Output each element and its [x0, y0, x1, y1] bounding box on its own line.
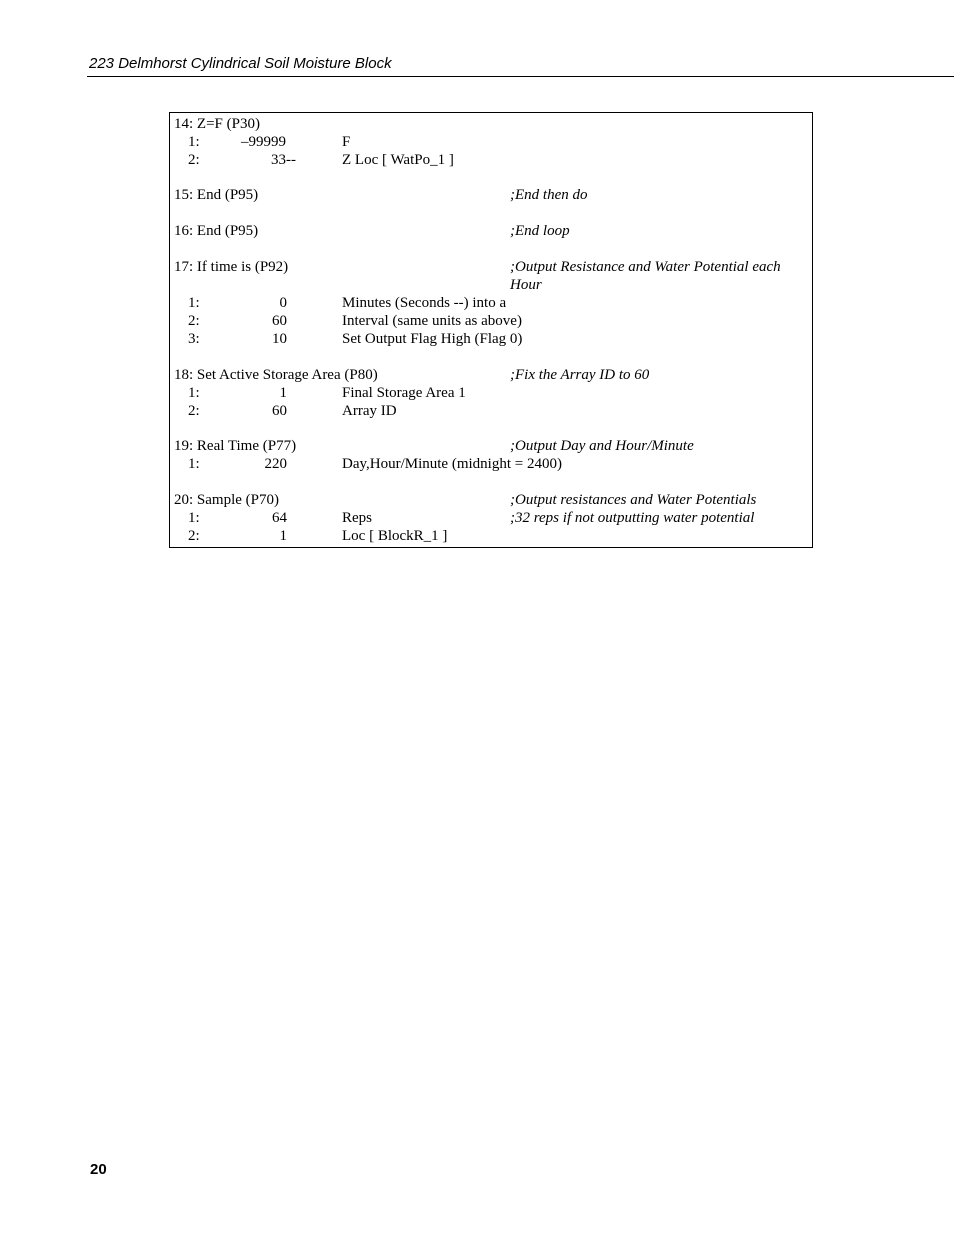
- param-value: 60: [272, 313, 287, 329]
- param-number: 3:: [188, 331, 200, 347]
- running-header: 223 Delmhorst Cylindrical Soil Moisture Block: [89, 55, 392, 72]
- param-value: –99999: [241, 134, 286, 150]
- param-value: 220: [264, 456, 287, 472]
- param-value: 10: [272, 331, 287, 347]
- param-value: 1: [279, 528, 287, 544]
- instruction-comment: ;Output resistances and Water Potentials: [510, 492, 757, 508]
- param-number: 2:: [188, 528, 200, 544]
- instruction-label: 18: Set Active Storage Area (P80): [174, 367, 378, 383]
- param-description: Reps: [342, 510, 372, 526]
- instruction-label: 16: End (P95): [174, 223, 259, 239]
- param-value: 0: [279, 295, 287, 311]
- param-description: Loc [ BlockR_1 ]: [342, 528, 448, 544]
- param-comment: ;32 reps if not outputting water potential: [510, 510, 755, 526]
- param-number: 2:: [188, 313, 200, 329]
- instruction-label: 14: Z=F (P30): [174, 116, 260, 132]
- instruction-label: 20: Sample (P70): [174, 492, 279, 508]
- param-number: 2:: [188, 403, 200, 419]
- param-description: Set Output Flag High (Flag 0): [342, 331, 523, 347]
- header-rule: [87, 76, 954, 77]
- instruction-label: 17: If time is (P92): [174, 259, 289, 275]
- param-value: 60: [272, 403, 287, 419]
- instruction-comment: ;End then do: [510, 187, 588, 203]
- param-number: 1:: [188, 385, 200, 401]
- param-description: Interval (same units as above): [342, 313, 522, 329]
- instruction-comment: ;Output Resistance and Water Potential each: [510, 259, 781, 275]
- param-description: Minutes (Seconds --) into a: [342, 295, 507, 311]
- param-value: 64: [272, 510, 287, 526]
- instruction-comment: Hour: [510, 277, 542, 293]
- instruction-label: 15: End (P95): [174, 187, 259, 203]
- param-description: Array ID: [342, 403, 397, 419]
- instruction-label: 19: Real Time (P77): [174, 438, 297, 454]
- program-listing-box: [169, 112, 813, 548]
- param-description: Final Storage Area 1: [342, 385, 466, 401]
- param-description: Day,Hour/Minute (midnight = 2400): [342, 456, 562, 472]
- param-value: 1: [279, 385, 287, 401]
- instruction-comment: ;End loop: [510, 223, 570, 239]
- param-number: 2:: [188, 152, 200, 168]
- param-value: 33--: [271, 152, 296, 168]
- instruction-comment: ;Output Day and Hour/Minute: [510, 438, 694, 454]
- param-description: Z Loc [ WatPo_1 ]: [342, 152, 454, 168]
- param-description: F: [342, 134, 351, 150]
- instruction-comment: ;Fix the Array ID to 60: [510, 367, 650, 383]
- param-number: 1:: [188, 510, 200, 526]
- param-number: 1:: [188, 456, 200, 472]
- page-number: 20: [90, 1161, 107, 1178]
- param-number: 1:: [188, 295, 200, 311]
- param-number: 1:: [188, 134, 200, 150]
